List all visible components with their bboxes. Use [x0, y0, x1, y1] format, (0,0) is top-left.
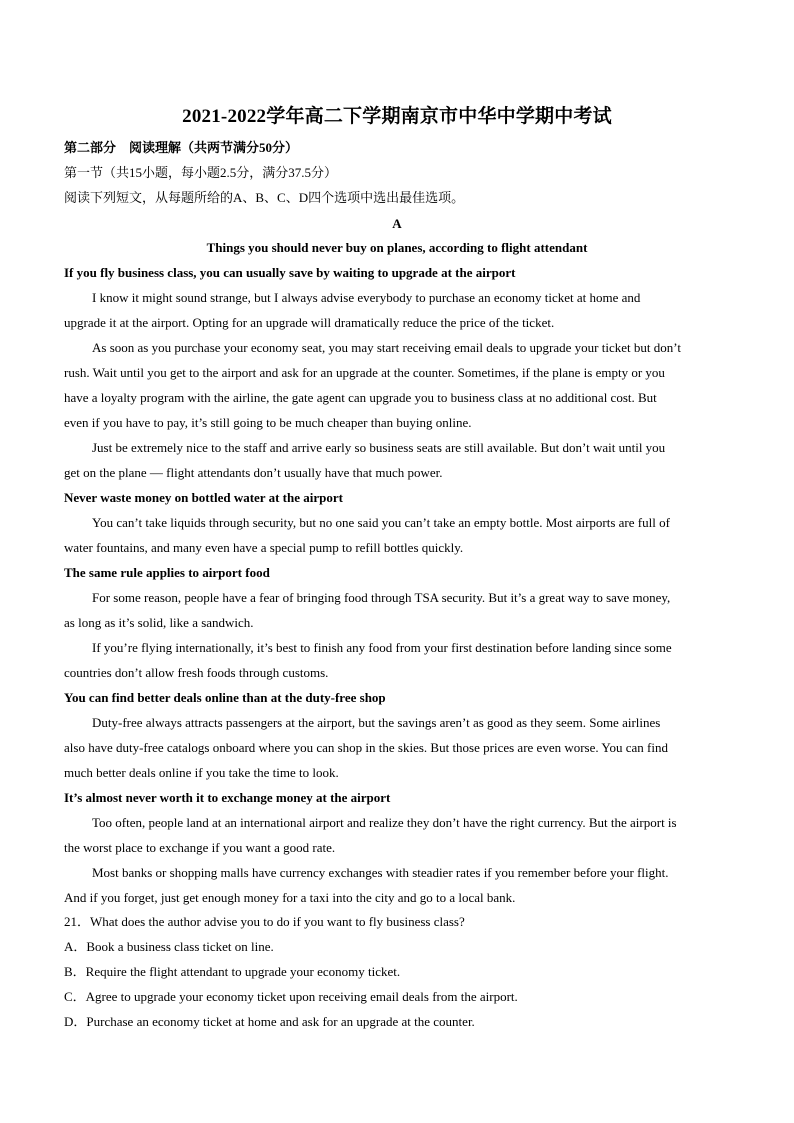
- page-title: 2021-2022学年高二下学期南京市中华中学期中考试: [182, 106, 612, 127]
- passage-line: Too often, people land at an international airport and realize they don’t have the right currency. But the airport is: [92, 815, 677, 830]
- passage-line: As soon as you purchase your economy seat, you may start receiving email deals to upgrade your ticket but don’t: [92, 340, 681, 355]
- passage-subheading: You can find better deals online than at the duty-free shop: [64, 690, 386, 705]
- section-heading: 第二部分 阅读理解（共两节满分50分）: [64, 140, 299, 155]
- passage-line: Most banks or shopping malls have currency exchanges with steadier rates if you remember before your flight.: [92, 865, 669, 880]
- option-c[interactable]: C．Agree to upgrade your economy ticket upon receiving email deals from the airport.: [64, 989, 518, 1004]
- passage-subheading: The same rule applies to airport food: [64, 565, 270, 580]
- passage-line: get on the plane — flight attendants don’t usually have that much power.: [64, 465, 443, 480]
- instruction-text: 阅读下列短文，从每题所给的A、B、C、D四个选项中选出最佳选项。: [64, 190, 465, 205]
- passage-line: upgrade it at the airport. Opting for an upgrade will dramatically reduce the price of the ticket.: [64, 315, 555, 330]
- option-b[interactable]: B．Require the flight attendant to upgrade your economy ticket.: [64, 964, 401, 979]
- passage-line: I know it might sound strange, but I always advise everybody to purchase an economy ticket at home and: [92, 290, 641, 305]
- passage-line: Duty-free always attracts passengers at the airport, but the savings aren’t as good as they seem. Some airlines: [92, 715, 661, 730]
- passage-subheading: If you fly business class, you can usually save by waiting to upgrade at the airport: [64, 265, 516, 280]
- passage-line: countries don’t allow fresh foods through customs.: [64, 665, 329, 680]
- passage-line: also have duty-free catalogs onboard where you can shop in the skies. But those prices are even worse. You can find: [64, 740, 668, 755]
- passage-line: You can’t take liquids through security, but no one said you can’t take an empty bottle. Most airports are full of: [92, 515, 670, 530]
- passage-line: the worst place to exchange if you want a good rate.: [64, 840, 336, 855]
- passage-line: water fountains, and many even have a special pump to refill bottles quickly.: [64, 540, 464, 555]
- passage-line: If you’re flying internationally, it’s best to finish any food from your first destination before landing since some: [92, 640, 672, 655]
- passage-line: have a loyalty program with the airline, the gate agent can upgrade you to business class at no additional cost. But: [64, 390, 657, 405]
- passage-subheading: Never waste money on bottled water at the airport: [64, 490, 343, 505]
- passage-line: much better deals online if you take the time to look.: [64, 765, 339, 780]
- passage-line: rush. Wait until you get to the airport and ask for an upgrade at the counter. Sometimes, if the plane is empty or you: [64, 365, 665, 380]
- passage-letter: A: [392, 216, 402, 231]
- subsection-info: 第一节（共15小题，每小题2.5分，满分37.5分）: [64, 165, 338, 180]
- passage-title: Things you should never buy on planes, according to flight attendant: [206, 240, 588, 255]
- passage-line: And if you forget, just get enough money for a taxi into the city and go to a local bank.: [64, 890, 516, 905]
- question-stem: 21．What does the author advise you to do if you want to fly business class?: [64, 914, 465, 929]
- passage-subheading: It’s almost never worth it to exchange money at the airport: [64, 790, 391, 805]
- option-a[interactable]: A．Book a business class ticket on line.: [64, 939, 274, 954]
- option-d[interactable]: D．Purchase an economy ticket at home and ask for an upgrade at the counter.: [64, 1014, 475, 1029]
- passage-line: For some reason, people have a fear of bringing food through TSA security. But it’s a great way to save money,: [92, 590, 671, 605]
- passage-line: Just be extremely nice to the staff and arrive early so business seats are still available. But don’t wait until you: [92, 440, 666, 455]
- passage-line: as long as it’s solid, like a sandwich.: [64, 615, 254, 630]
- passage-line: even if you have to pay, it’s still going to be much cheaper than buying online.: [64, 415, 472, 430]
